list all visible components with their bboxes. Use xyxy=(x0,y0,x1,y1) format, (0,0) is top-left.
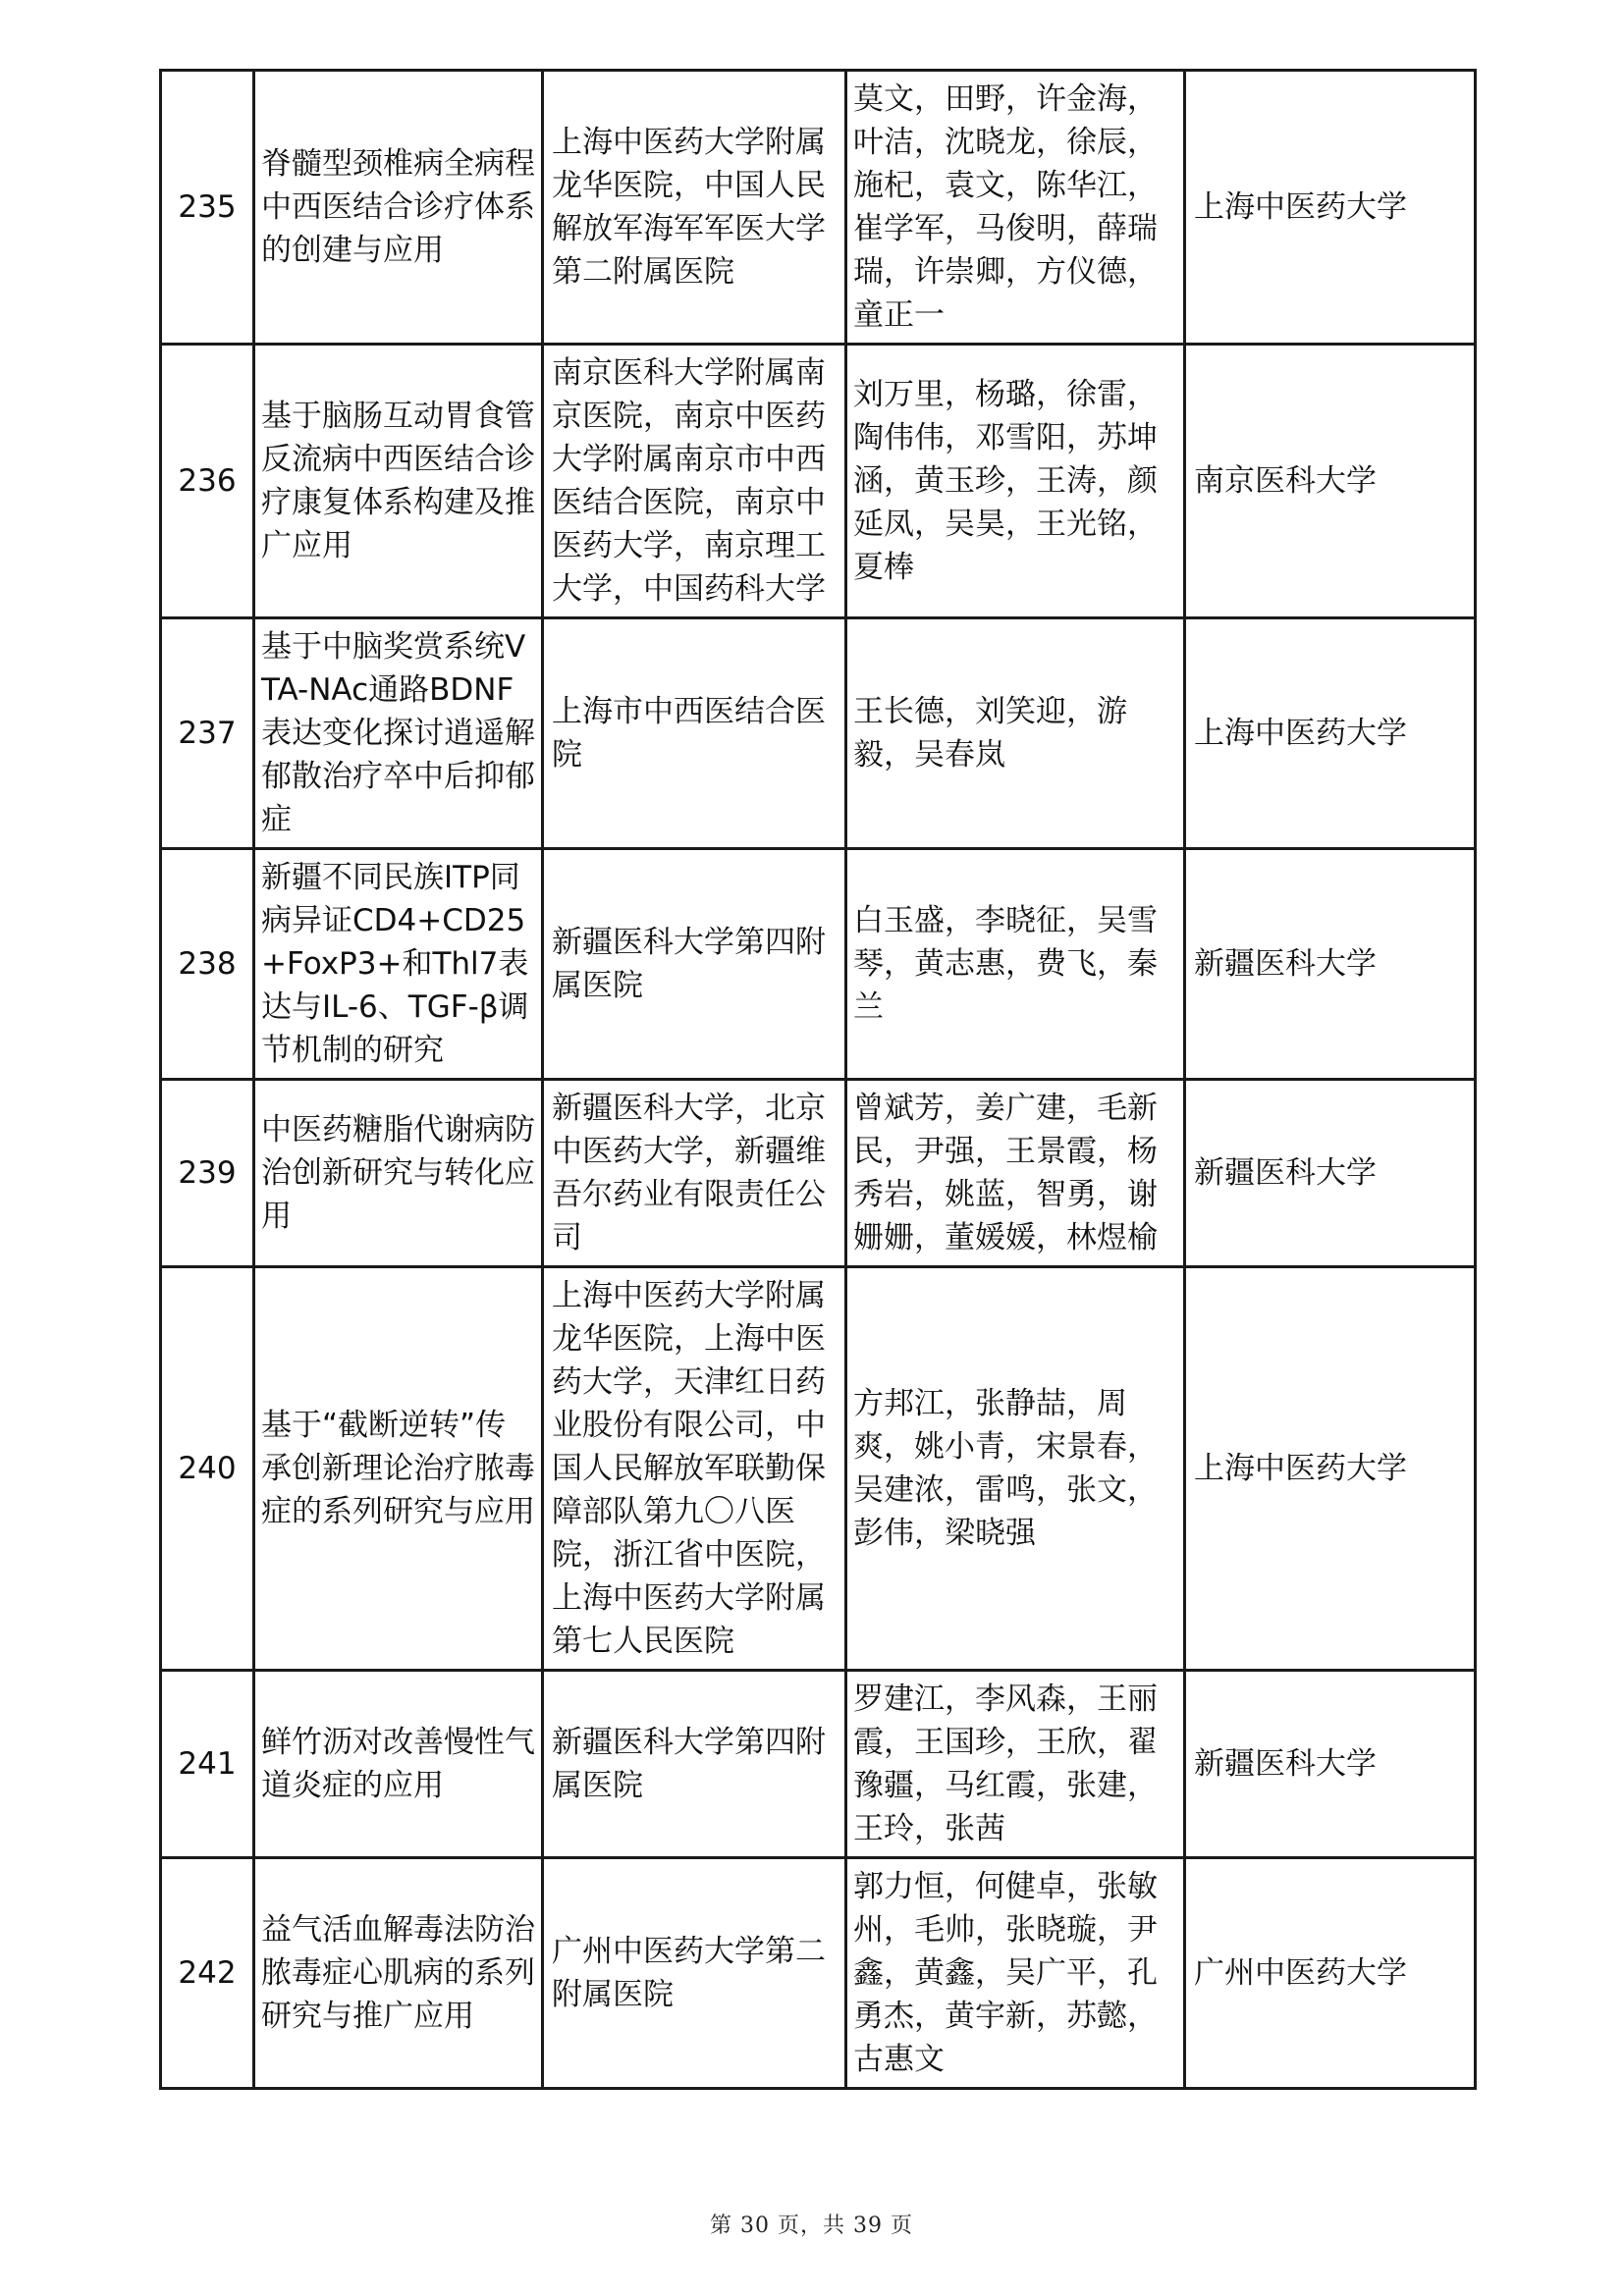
project-name: 脊髓型颈椎病全病程中西医结合诊疗体系的创建与应用 xyxy=(254,71,543,345)
completing-people: 曾斌芳，姜广建，毛新民，尹强，王景霞，杨秀岩，姚蓝，智勇，谢姗姗，董媛媛，林煜榆 xyxy=(846,1080,1185,1267)
completing-people: 方邦江，张静喆，周爽，姚小青，宋景春，吴建浓，雷鸣，张文，彭伟，梁晓强 xyxy=(846,1267,1185,1671)
completing-people: 王长德，刘笑迎，游毅，吴春岚 xyxy=(846,618,1185,849)
row-number: 239 xyxy=(161,1080,254,1267)
project-name: 新疆不同民族ITP同病异证CD4+CD25+FoxP3+和Thl7表达与IL-6、TGF-β调节机制的研究 xyxy=(254,849,543,1080)
project-name: 基于“截断逆转”传承创新理论治疗脓毒症的系列研究与应用 xyxy=(254,1267,543,1671)
row-number: 235 xyxy=(161,71,254,345)
row-number: 236 xyxy=(161,345,254,618)
footer-prefix: 第 xyxy=(709,2214,732,2238)
table-row xyxy=(161,849,1476,1080)
project-name: 中医药糖脂代谢病防治创新研究与转化应用 xyxy=(254,1080,543,1267)
row-number: 238 xyxy=(161,849,254,1080)
project-name: 基于中脑奖赏系统VTA-NAc通路BDNF表达变化探讨逍遥解郁散治疗卒中后抑郁症 xyxy=(254,618,543,849)
nominating-unit: 新疆医科大学 xyxy=(1185,1671,1476,1858)
footer-suffix: 页 xyxy=(891,2214,914,2238)
project-name: 益气活血解毒法防治脓毒症心肌病的系列研究与推广应用 xyxy=(254,1858,543,2089)
table-row xyxy=(161,1671,1476,1858)
completing-units: 新疆医科大学第四附属医院 xyxy=(543,849,846,1080)
table-row xyxy=(161,618,1476,849)
table-row xyxy=(161,71,1476,345)
completing-units: 上海市中西医结合医院 xyxy=(543,618,846,849)
footer-mid: 页，共 xyxy=(777,2214,845,2238)
completing-units: 南京医科大学附属南京医院，南京中医药大学附属南京市中西医结合医院，南京中医药大学，南京理工大学，中国药科大学 xyxy=(543,345,846,618)
nominating-unit: 广州中医药大学 xyxy=(1185,1858,1476,2089)
completing-units: 新疆医科大学，北京中医药大学，新疆维吾尔药业有限责任公司 xyxy=(543,1080,846,1267)
completing-people: 罗建江，李风森，王丽霞，王国珍，王欣，翟豫疆，马红霞，张建，王玲，张茜 xyxy=(846,1671,1185,1858)
footer-total-pages: 39 xyxy=(853,2214,883,2238)
nominating-unit: 南京医科大学 xyxy=(1185,345,1476,618)
project-name: 鲜竹沥对改善慢性气道炎症的应用 xyxy=(254,1671,543,1858)
completing-units: 广州中医药大学第二附属医院 xyxy=(543,1858,846,2089)
nominating-unit: 新疆医科大学 xyxy=(1185,1080,1476,1267)
completing-units: 上海中医药大学附属龙华医院，中国人民解放军海军军医大学第二附属医院 xyxy=(543,71,846,345)
row-number: 237 xyxy=(161,618,254,849)
table-row xyxy=(161,345,1476,618)
award-table xyxy=(159,69,1477,2090)
row-number: 240 xyxy=(161,1267,254,1671)
row-number: 242 xyxy=(161,1858,254,2089)
completing-units: 新疆医科大学第四附属医院 xyxy=(543,1671,846,1858)
row-number: 241 xyxy=(161,1671,254,1858)
nominating-unit: 上海中医药大学 xyxy=(1185,1267,1476,1671)
completing-people: 白玉盛，李晓征，吴雪琴，黄志惠，费飞，秦兰 xyxy=(846,849,1185,1080)
page-footer xyxy=(0,2209,1623,2239)
nominating-unit: 上海中医药大学 xyxy=(1185,71,1476,345)
completing-people: 莫文，田野，许金海，叶洁，沈晓龙，徐辰，施杞，袁文，陈华江，崔学军，马俊明，薛瑞瑞，许崇卿，方仪德，童正一 xyxy=(846,71,1185,345)
footer-page-number: 30 xyxy=(739,2214,770,2238)
table-row xyxy=(161,1858,1476,2089)
table-row xyxy=(161,1267,1476,1671)
nominating-unit: 新疆医科大学 xyxy=(1185,849,1476,1080)
project-name: 基于脑肠互动胃食管反流病中西医结合诊疗康复体系构建及推广应用 xyxy=(254,345,543,618)
completing-people: 郭力恒，何健卓，张敏州，毛帅，张晓璇，尹鑫，黄鑫，吴广平，孔勇杰，黄宇新，苏懿，古惠文 xyxy=(846,1858,1185,2089)
completing-people: 刘万里，杨璐，徐雷，陶伟伟，邓雪阳，苏坤涵，黄玉珍，王涛，颜延凤，吴昊，王光铭，夏棒 xyxy=(846,345,1185,618)
table-row xyxy=(161,1080,1476,1267)
completing-units: 上海中医药大学附属龙华医院，上海中医药大学，天津红日药业股份有限公司，中国人民解放军联勤保障部队第九〇八医院，浙江省中医院，上海中医药大学附属第七人民医院 xyxy=(543,1267,846,1671)
nominating-unit: 上海中医药大学 xyxy=(1185,618,1476,849)
